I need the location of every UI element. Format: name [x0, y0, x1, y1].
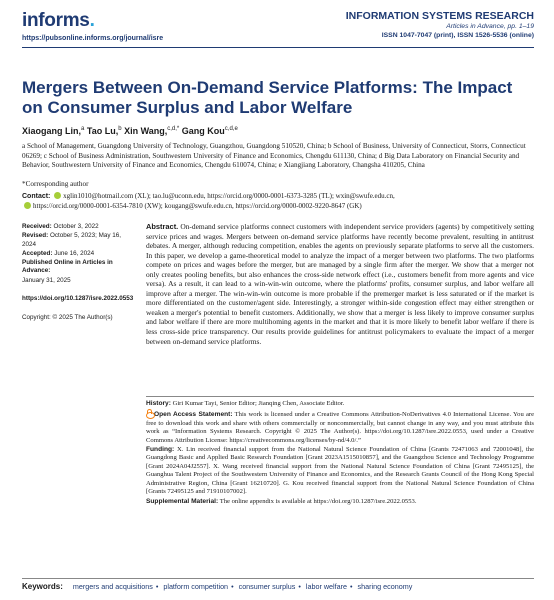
- open-access-text: This work is licensed under a Creative Commons Attribution-NoDerivatives 4.0 International License. You are free to download this work and share with others commercially or noncommercially, but cannot change in any way, and you must attribute this work as “Information Systems Research. Copyright © 2025 The Author(s). https://doi.org/10.1287/isre.2022.0553, used under a Creative Commons Attribution License: https://creativecommons.org/licenses/by-nd/4.0/.”: [146, 411, 534, 444]
- author-name: Xin Wang,: [124, 126, 168, 136]
- open-access-icon: [146, 409, 153, 417]
- abstract-label: Abstract.: [146, 222, 179, 231]
- header-divider: [22, 47, 534, 48]
- copyright-line: Copyright: © 2025 The Author(s): [22, 313, 113, 321]
- abstract: [146, 222, 534, 346]
- articles-in-advance-line: Articles in Advance, pp. 1–19: [446, 23, 534, 30]
- keywords-divider: [22, 578, 534, 579]
- keyword-separator: •: [155, 582, 159, 591]
- abstract-text: On-demand service platforms connect customers with independent service providers (agents) by competitively setting service prices and wages. Mergers between on-demand service platforms have recently become prevalent, resulting in antitrust debates. A merger, although reducing competition, enables the agents on previously separate platforms to serve all the customers. In this paper, we develop a game-theoretical model to analyze the impact of a merger between two platforms. The two platforms compete on prices and wages before the merger, but are managed by a single firm after the merger. We show that a merger not only creates pooling benefits, but also enhances the cross-side network effect (i.e., customers benefit from more agents and vice versa). As a result, it can lead to a win-win-win outcome, where the platforms' profits, consumer surplus, and labor welfare all improve after a merger. The win-win-win outcome is more probable if the premerger market is less saturated or if the market is more differentiated on the customer/agent side. Interestingly, a stronger within-side congestion effect may either strengthen or weaken a merger's potential to benefit customers. Additionally, we show that a merger is less likely to improve consumer surplus and labor welfare if there are more multihoming agents in the market and that it is more likely to benefit labor welfare if there is less cross-side price transparency. Our results provide guidelines for antitrust policymakers to evaluate the impact of a merger between on-demand service platforms.: [146, 222, 534, 346]
- corresponding-author-note: *Corresponding author: [22, 180, 89, 188]
- journal-url-link[interactable]: https://pubsonline.informs.org/journal/isre: [22, 35, 164, 42]
- author-affil-marker: c,d,e: [224, 126, 238, 132]
- supplemental-label: Supplemental Material:: [146, 497, 219, 505]
- journal-info: [346, 10, 534, 40]
- keyword-item[interactable]: consumer surplus: [238, 582, 296, 591]
- author-affil-marker: c,d,*: [167, 126, 180, 132]
- published-label: Published Online in Articles in Advance:: [22, 258, 113, 275]
- keywords-label: Keywords:: [22, 582, 63, 591]
- accepted-date: June 16, 2024: [54, 249, 95, 257]
- keyword-separator: •: [350, 582, 353, 591]
- revised-label: Revised:: [22, 232, 49, 240]
- funding-text: X. Lin received financial support from the National Natural Science Foundation of China [Grants 72471063 and 72001048], the Guangdong Basic and Applied Basic Research Foundation [Grant 2023A1515010857], and the Guangzhou Science and Technology Programme [Grant 2024A04J2557]. X. Wang received financial support from the National Natural Science Foundation of China [Grant 72495125], the Guanghua Talent Project of the Southwestern University of Finance and Economics, and the Research Grants Council of the Hong Kong Special Administrative Region, China [Grant 16210720]. G. Kou received financial support from the National Natural Science Foundation of China [Grants 72495125 and 71910107002].: [146, 445, 534, 496]
- supplemental-text[interactable]: The online appendix is available at https://doi.org/10.1287/isre.2022.0553.: [219, 497, 417, 505]
- author-list: [22, 126, 238, 136]
- received-date: October 3, 2022: [53, 223, 99, 230]
- author-name: Xiaogang Lin,: [22, 126, 82, 136]
- author-name: Gang Kou: [181, 126, 225, 136]
- keywords: [22, 582, 412, 591]
- published-date: January 31, 2025: [22, 276, 71, 284]
- contact-line-2[interactable]: https://orcid.org/0000-0001-6354-7810 (XW); kougang@swufe.edu.cn, https://orcid.org/0000-0002-9220-8647 (GK): [33, 201, 362, 210]
- abstract-divider: [146, 396, 534, 397]
- author-affil-marker: b: [118, 126, 122, 132]
- article-notes: [146, 400, 534, 507]
- history-text: Giri Kumar Tayi, Senior Editor; Jianqing Chen, Associate Editor.: [172, 400, 345, 407]
- open-access-label: Open Access Statement:: [154, 411, 233, 419]
- article-title: Mergers Between On-Demand Service Platforms: The Impact on Consumer Surplus and Labor Welfare: [22, 78, 513, 117]
- contact-label: Contact:: [22, 193, 51, 200]
- author-name: Tao Lu,: [86, 126, 119, 136]
- keyword-item[interactable]: mergers and acquisitions: [72, 582, 153, 591]
- article-history-meta: [22, 223, 134, 322]
- issn-line: ISSN 1047-7047 (print), ISSN 1526-5536 (online): [381, 32, 534, 39]
- keyword-separator: •: [231, 582, 234, 591]
- page-header: [22, 10, 534, 50]
- contact-block: [22, 192, 534, 211]
- author-affil-marker: a: [81, 126, 85, 132]
- history-label: History:: [146, 400, 171, 407]
- doi-link[interactable]: https://doi.org/10.1287/isre.2022.0553: [22, 295, 134, 303]
- revised-dates: October 5, 2023; May 16, 2024: [22, 232, 122, 248]
- accepted-label: Accepted:: [22, 249, 53, 257]
- contact-line-1[interactable]: xglin1010@hotmail.com (XL); tao.lu@uconn.edu, https://orcid.org/0000-0001-6373-3285 (TL); wxin@swufe.edu.cn,: [63, 192, 395, 200]
- keyword-separator: •: [298, 582, 301, 591]
- logo-dot: .: [89, 10, 95, 31]
- orcid-icon: [24, 202, 31, 209]
- keyword-item[interactable]: platform competition: [163, 582, 229, 591]
- logo-text: informs: [22, 10, 90, 31]
- orcid-icon: [54, 192, 61, 199]
- keyword-item[interactable]: sharing economy: [357, 582, 413, 591]
- informs-logo[interactable]: [22, 10, 95, 32]
- funding-label: Funding:: [146, 445, 175, 453]
- received-label: Received:: [22, 223, 52, 230]
- journal-name: INFORMATION SYSTEMS RESEARCH: [345, 10, 534, 22]
- keyword-item[interactable]: labor welfare: [305, 582, 348, 591]
- affiliations: a School of Management, Guangdong University of Technology, Guangzhou, Guangdong 510520, China; b School of Business, University of Connecticut, Storrs, Connecticut 06269; c School of Business Administration, Southwestern University of Finance and Economics, Chengdu 611130, China; d Big Data Laboratory on Financial Security and Behavior, Southwestern University of Finance and Economics, Chengdu 610074, China; e Xiangjiang Laboratory, Changsha 410205, China: [22, 142, 526, 170]
